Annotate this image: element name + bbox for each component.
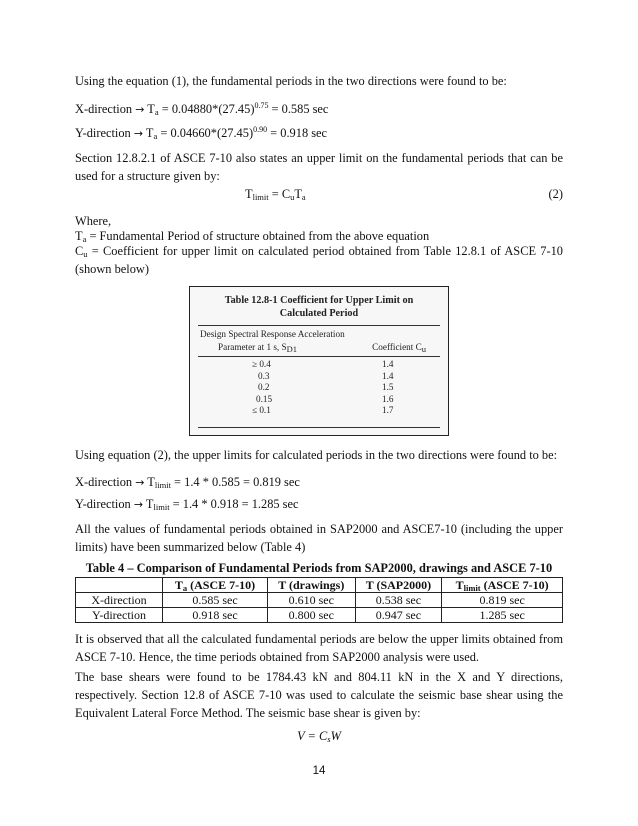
column-header: T (drawings) [267, 578, 355, 593]
arrow-icon: → [135, 476, 145, 489]
divider [198, 427, 440, 428]
y-direction-limit: Y-direction → $T_{limit} = 1.4 * 0.918 = 1.285$ sec [75, 497, 299, 512]
equation-number: (2) [548, 187, 563, 201]
column-header: $T_{limit}$ (ASCE 7-10) [442, 578, 563, 593]
divider [198, 325, 440, 326]
table-row: 0.3 1.4 [258, 370, 394, 381]
table-4 [75, 577, 563, 623]
x-direction-limit: X-direction → $T_{limit} = 1.4 * 0.585 = 0.819$ sec [75, 475, 300, 490]
definition-ta: $T_a$ = Fundamental Period of structure obtained from the above equation [75, 229, 430, 244]
arrow-icon: → [133, 127, 144, 140]
table-row: 0.2 1.5 [258, 382, 394, 392]
divider [198, 356, 440, 357]
arrow-icon: → [135, 103, 145, 116]
table-header-row [76, 578, 563, 593]
column-header: T (SAP2000) [355, 578, 442, 593]
column-header: $T_a$ (ASCE 7-10) [163, 578, 268, 593]
table-row: Y-direction 0.918 sec 0.800 sec 0.947 sec 1.285 sec [76, 608, 563, 623]
base-shear-equation: $V = C_sW$ [297, 729, 341, 744]
asce-table-image [189, 286, 449, 436]
paragraph-observation: It is observed that all the calculated fundamental periods are below the upper limits obtained from ASCE 7-10. Hence, the time periods obtained from SAP2000 analysis were used. [75, 632, 563, 664]
where-label: Where, [75, 214, 112, 228]
x-direction-period: X-direction → $T_a = 0.04880*(27.45)^{0.75} = 0.585$ sec [75, 101, 329, 117]
definition-cu: $C_u$ = Coefficient for upper limit on calculated period obtained from Table 12.8.1 of ASCE 7-10 (shown below) [75, 244, 563, 276]
paragraph-upper-limit: Section 12.8.2.1 of ASCE 7-10 also states an upper limit on the fundamental periods that can be used for a structure given by: [75, 151, 563, 183]
table-row: ≤ 0.1 1.7 [252, 405, 394, 415]
paragraph-summary: All the values of fundamental periods obtained in SAP2000 and ASCE7-10 (including the upper limits) have been summarized below (Table 4) [75, 522, 563, 554]
table-row: 0.15 1.6 [256, 393, 394, 404]
table-row: ≥ 0.4 1.4 [252, 359, 394, 369]
paragraph-intro: Using the equation (1), the fundamental periods in the two directions were found to be: [75, 74, 507, 88]
paragraph-base-shear: The base shears were found to be 1784.43 kN and 804.11 kN in the X and Y directions, respectively. Section 12.8 of ASCE 7-10 was used to calculate the seismic base shear using the Equivalent Lateral Force Method. The seismic base shear is given by: [75, 670, 563, 720]
column-header: Parameter at 1 s, $S_{D1}$ [218, 342, 298, 354]
arrow-icon: → [133, 498, 144, 511]
page-number: 14 [312, 765, 326, 777]
asce-table-title: Table 12.8-1 Coefficient for Upper Limit on Calculated Period [224, 295, 414, 319]
table-4-caption: Table 4 – Comparison of Fundamental Periods from SAP2000, drawings and ASCE 7-10 [85, 561, 553, 575]
table-row: X-direction 0.585 sec 0.610 sec 0.538 sec 0.819 sec [76, 593, 563, 608]
column-header: Design Spectral Response Acceleration [200, 329, 345, 339]
asce-table-rows [190, 359, 448, 417]
y-direction-period: Y-direction → $T_a = 0.04660*(27.45)^{0.90} = 0.918$ sec [75, 125, 328, 141]
column-header: Coefficient $C_u$ [372, 342, 426, 354]
header-blank [76, 578, 163, 593]
equation-2: $T_{limit} = C_uT_a$ (2) [245, 187, 563, 202]
paragraph-upper-limits: Using equation (2), the upper limits for calculated periods in the two directions were found to be: [75, 448, 558, 462]
